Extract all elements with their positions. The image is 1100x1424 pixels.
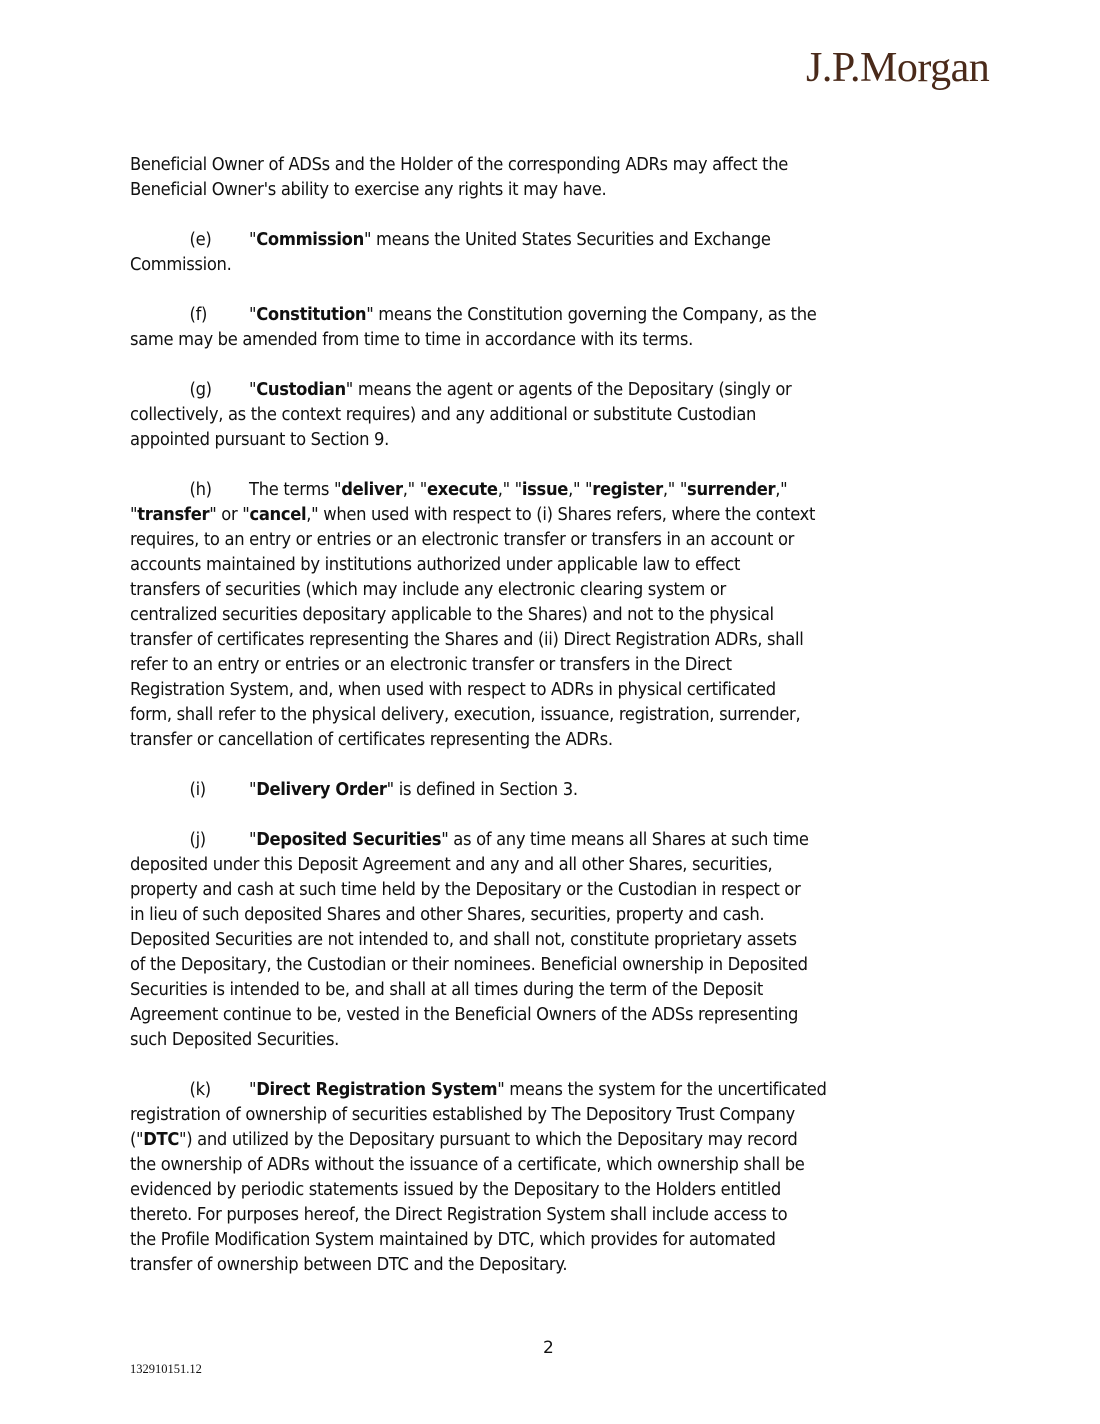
text-run: thereto. For purposes hereof, the Direct Registration System shall include access to	[130, 1205, 788, 1225]
text-run: " means the United States Securities and Exchange	[363, 230, 771, 250]
text-line	[130, 328, 990, 353]
paragraph-label: (k)	[189, 1080, 211, 1100]
text-run: " means the Constitution governing the Company, as the	[366, 305, 817, 325]
defined-term: Custodian	[256, 380, 346, 400]
text-run: such Deposited Securities.	[130, 1030, 340, 1050]
text-run: the ownership of ADRs without the issuance of a certificate, which ownership shall be	[130, 1155, 805, 1175]
text-line	[130, 1253, 990, 1278]
text-run: property and cash at such time held by the Depositary or the Custodian in respect or	[130, 880, 801, 900]
text-line	[130, 678, 990, 703]
text-run: Deposited Securities are not intended to, and shall not, constitute proprietary assets	[130, 930, 797, 950]
text-run: "	[249, 780, 257, 800]
text-line	[130, 528, 990, 553]
text-line	[130, 978, 990, 1003]
text-line	[130, 1153, 990, 1178]
text-line	[130, 703, 990, 728]
definition-paragraph	[130, 378, 990, 453]
text-run: " is defined in Section 3.	[386, 780, 578, 800]
text-run: refer to an entry or entries or an electronic transfer or transfers in the Direct	[130, 655, 732, 675]
text-line	[130, 603, 990, 628]
paragraph-label: (i)	[189, 780, 206, 800]
page-number: 2	[543, 1338, 554, 1358]
text-run: Registration System, and, when used with respect to ADRs in physical certificated	[130, 680, 776, 700]
text-run: "	[249, 305, 257, 325]
text-run: registration of ownership of securities established by The Depository Trust Company	[130, 1105, 795, 1125]
text-run: Securities is intended to be, and shall at all times during the term of the Deposit	[130, 980, 763, 1000]
text-run: transfers of securities (which may include any electronic clearing system or	[130, 580, 726, 600]
document-body	[130, 153, 990, 1303]
paragraph-label: (j)	[189, 830, 206, 850]
text-line	[130, 153, 990, 178]
text-run: transfer of ownership between DTC and the Depositary.	[130, 1255, 568, 1275]
text-line	[130, 953, 990, 978]
defined-term: DTC	[143, 1130, 180, 1150]
text-run: "	[130, 505, 138, 525]
defined-term: cancel	[249, 505, 307, 525]
defined-term: Commission	[256, 230, 364, 250]
text-line	[130, 628, 990, 653]
paragraph-label: (g)	[189, 380, 212, 400]
text-run: deposited under this Deposit Agreement and any and all other Shares, securities,	[130, 855, 773, 875]
text-run: same may be amended from time to time in accordance with its terms.	[130, 330, 693, 350]
text-line	[130, 928, 990, 953]
text-line	[130, 228, 990, 253]
text-line	[130, 903, 990, 928]
text-run: ," "	[402, 480, 427, 500]
text-run: Agreement continue to be, vested in the Beneficial Owners of the ADSs representing	[130, 1005, 799, 1025]
text-run: centralized securities depositary applicable to the Shares) and not to the physical	[130, 605, 774, 625]
defined-term: Direct Registration System	[256, 1080, 498, 1100]
text-line	[130, 653, 990, 678]
defined-term: transfer	[137, 505, 210, 525]
text-line	[130, 1078, 990, 1103]
text-run: of the Depositary, the Custodian or their nominees. Beneficial ownership in Deposited	[130, 955, 808, 975]
text-line	[130, 1203, 990, 1228]
text-line	[130, 178, 990, 203]
text-run: ("	[130, 1130, 144, 1150]
text-run: ," when used with respect to (i) Shares refers, where the context	[306, 505, 816, 525]
text-run: ," "	[497, 480, 522, 500]
text-run: " means the system for the uncertificated	[497, 1080, 827, 1100]
text-run: ," "	[662, 480, 688, 500]
defined-term: deliver	[341, 480, 403, 500]
text-run: ," "	[568, 480, 593, 500]
text-line	[130, 1003, 990, 1028]
text-run: accounts maintained by institutions authorized under applicable law to effect	[130, 555, 741, 575]
defined-term: register	[592, 480, 663, 500]
paragraph-label: (f)	[189, 305, 208, 325]
text-run: " as of any time means all Shares at such time	[441, 830, 809, 850]
text-run: "	[249, 230, 257, 250]
text-line	[130, 1228, 990, 1253]
definition-paragraph	[130, 828, 990, 1053]
text-run: " means the agent or agents of the Depositary (singly or	[345, 380, 792, 400]
text-run: ") and utilized by the Depositary pursuant to which the Depositary may record	[179, 1130, 798, 1150]
text-line	[130, 1128, 990, 1153]
defined-term: Deposited Securities	[256, 830, 442, 850]
defined-term: Delivery Order	[256, 780, 387, 800]
text-line	[130, 403, 990, 428]
text-run: ,"	[775, 480, 788, 500]
text-run: "	[249, 1080, 257, 1100]
definition-paragraph	[130, 228, 990, 278]
text-line	[130, 303, 990, 328]
document-id: 132910151.12	[130, 1362, 202, 1376]
text-run: "	[249, 830, 257, 850]
text-line	[130, 478, 990, 503]
text-run: in lieu of such deposited Shares and other Shares, securities, property and cash.	[130, 905, 765, 925]
text-line	[130, 553, 990, 578]
text-run: transfer or cancellation of certificates representing the ADRs.	[130, 730, 613, 750]
definition-paragraph	[130, 1078, 990, 1278]
text-run: Beneficial Owner's ability to exercise any rights it may have.	[130, 180, 607, 200]
text-run: the Profile Modification System maintained by DTC, which provides for automated	[130, 1230, 776, 1250]
text-line	[130, 1028, 990, 1053]
text-line	[130, 853, 990, 878]
text-run: evidenced by periodic statements issued by the Depositary to the Holders entitled	[130, 1180, 781, 1200]
text-line	[130, 428, 990, 453]
text-run: "	[249, 380, 257, 400]
text-line	[130, 503, 990, 528]
definition-paragraph	[130, 778, 990, 803]
text-line	[130, 253, 990, 278]
text-run: transfer of certificates representing the Shares and (ii) Direct Registration ADRs, shall	[130, 630, 804, 650]
definition-paragraph	[130, 478, 990, 753]
text-run: requires, to an entry or entries or an electronic transfer or transfers in an account or	[130, 530, 795, 550]
text-line	[130, 1103, 990, 1128]
jpmorgan-logo: J.P.Morgan	[806, 45, 990, 91]
text-run: " or "	[209, 505, 250, 525]
defined-term: execute	[426, 480, 498, 500]
text-line	[130, 1178, 990, 1203]
text-run: collectively, as the context requires) and any additional or substitute Custodian	[130, 405, 757, 425]
text-line	[130, 828, 990, 853]
paragraph-label: (e)	[189, 230, 212, 250]
text-line	[130, 378, 990, 403]
text-run: Commission.	[130, 255, 232, 275]
text-line	[130, 728, 990, 753]
text-run: appointed pursuant to Section 9.	[130, 430, 390, 450]
continuation-paragraph	[130, 153, 990, 203]
text-line	[130, 778, 990, 803]
text-run: The terms "	[249, 480, 342, 500]
defined-term: issue	[521, 480, 569, 500]
text-line	[130, 578, 990, 603]
defined-term: surrender	[687, 480, 776, 500]
text-run: Beneficial Owner of ADSs and the Holder of the corresponding ADRs may affect the	[130, 155, 789, 175]
text-line	[130, 878, 990, 903]
paragraph-label: (h)	[189, 480, 212, 500]
text-run: form, shall refer to the physical delivery, execution, issuance, registration, surrender,	[130, 705, 801, 725]
definition-paragraph	[130, 303, 990, 353]
defined-term: Constitution	[256, 305, 367, 325]
